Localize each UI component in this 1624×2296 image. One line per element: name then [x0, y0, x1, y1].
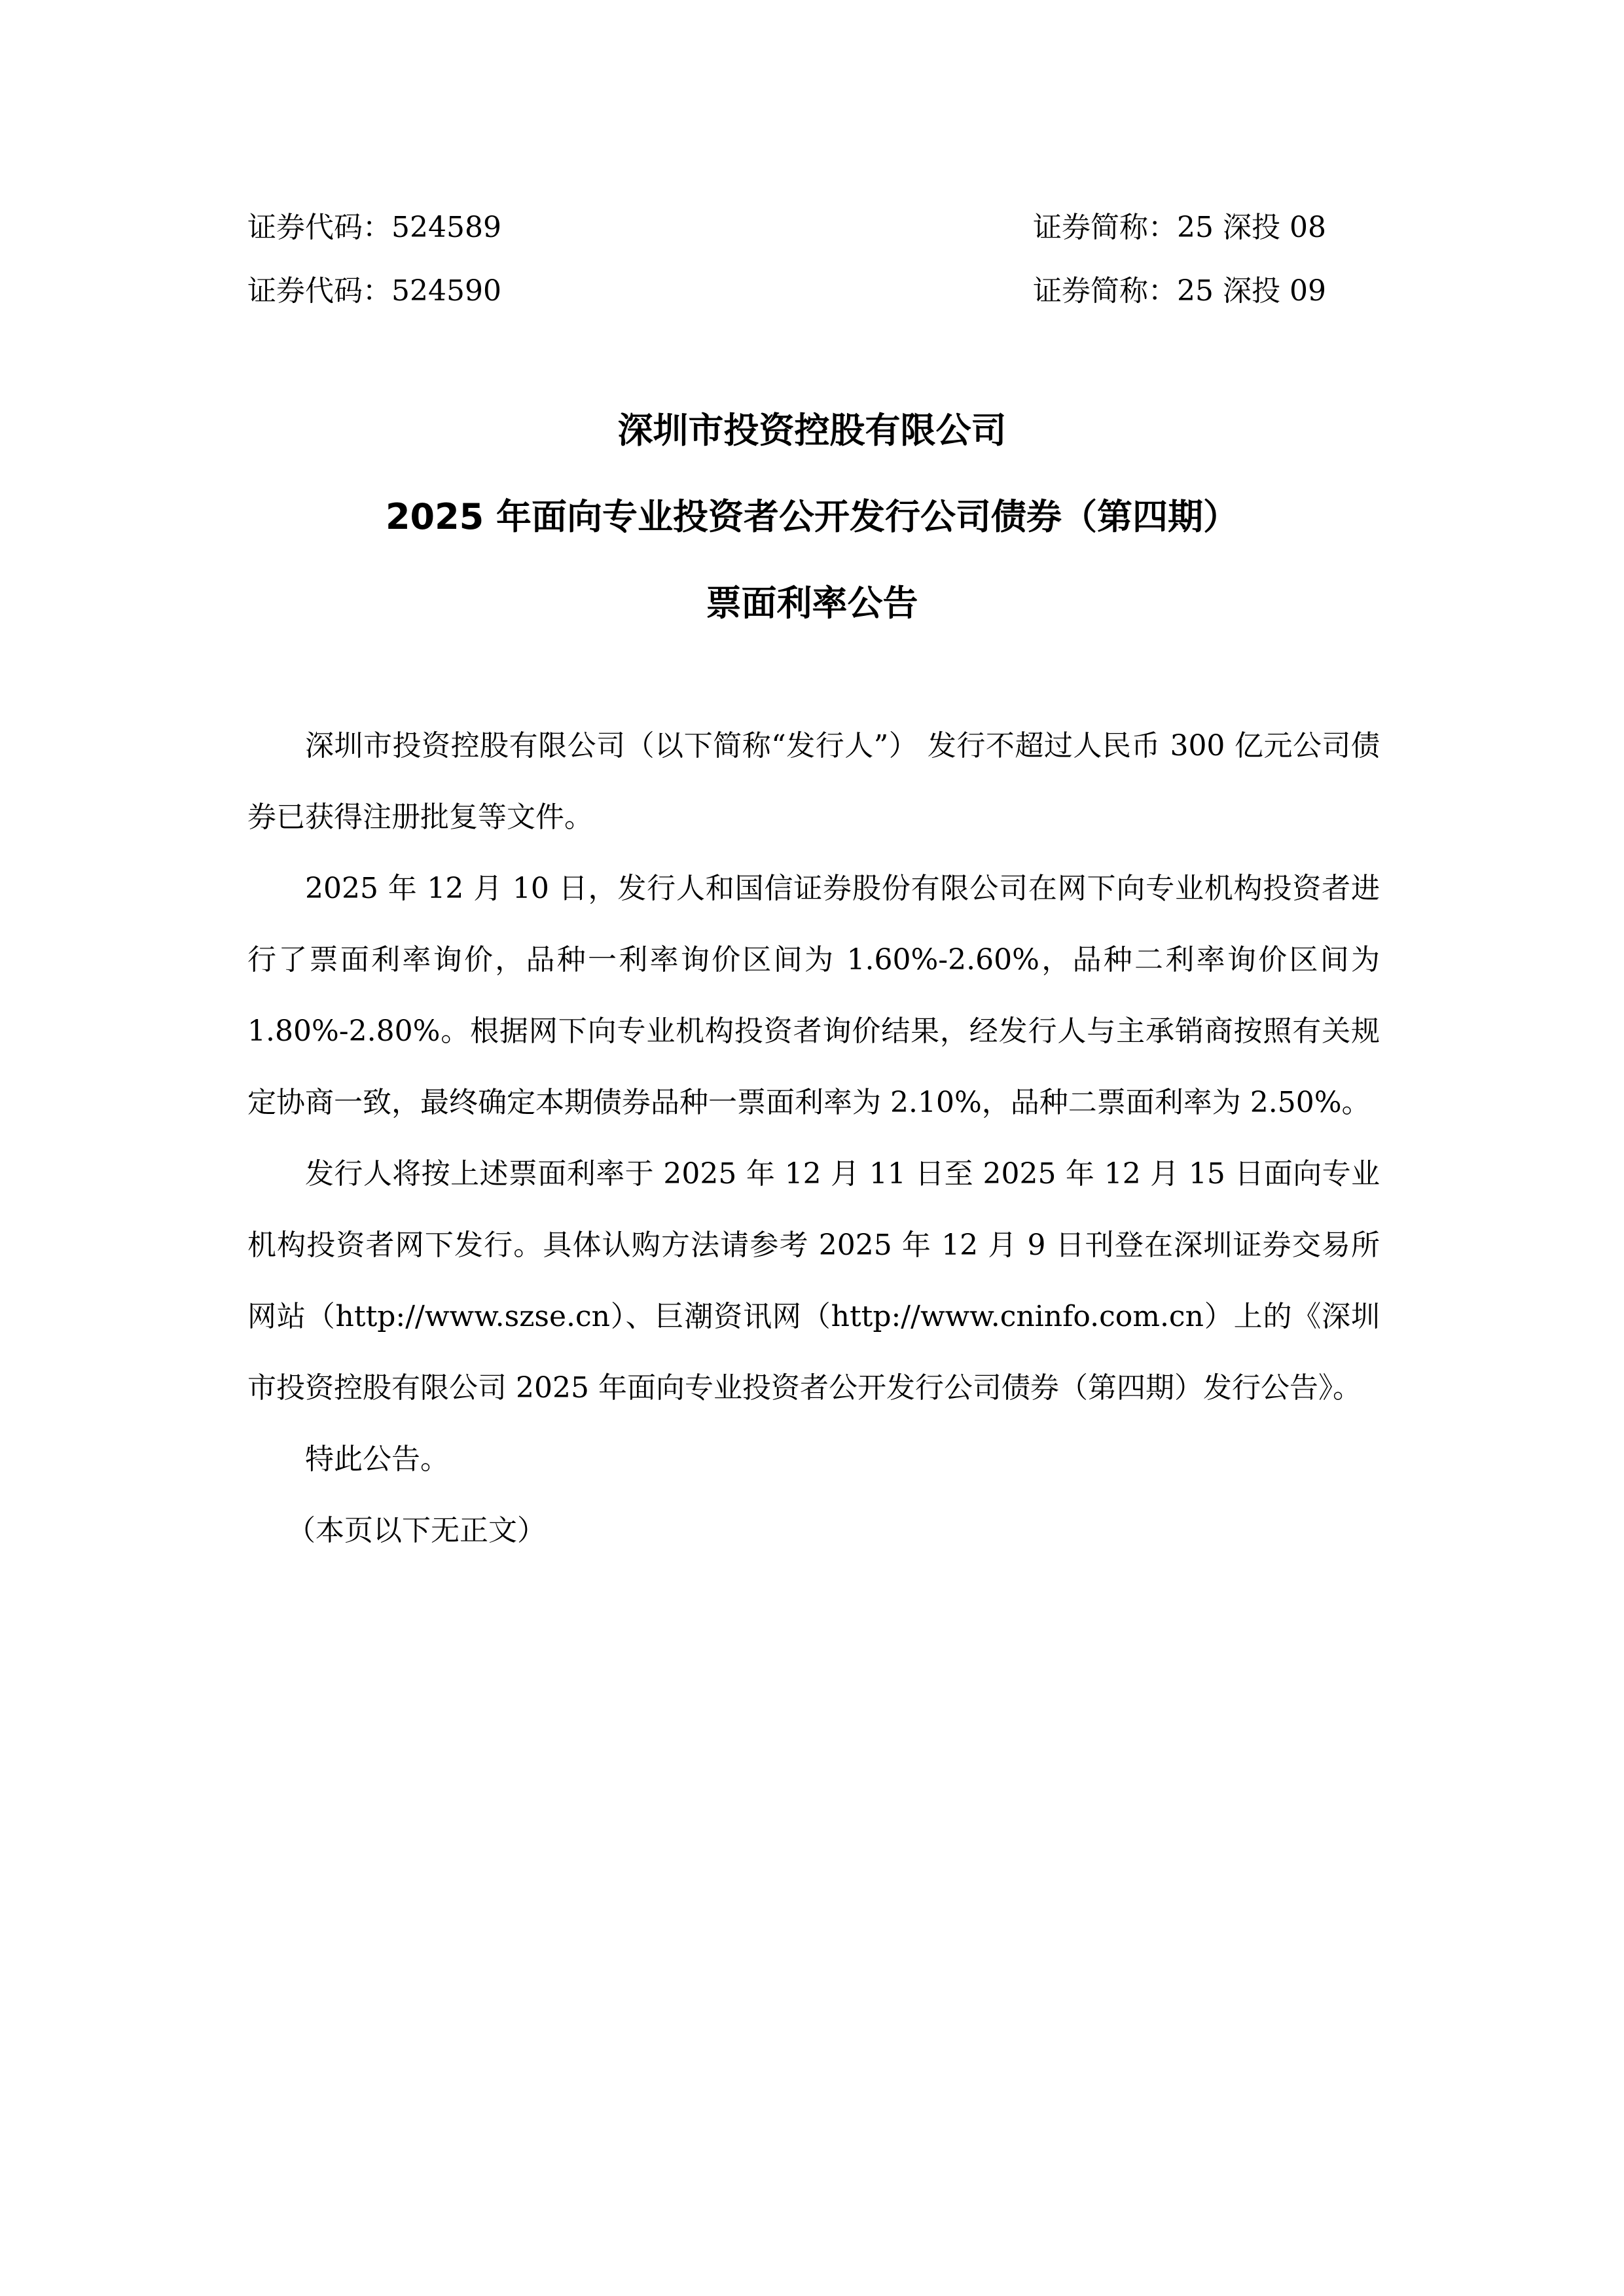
- security-abbr-1: 证券简称：25 深投 08: [1033, 211, 1326, 244]
- paragraph-pricing: 2025 年 12 月 10 日，发行人和国信证券股份有限公司在网下向专业机构投资者进行了票面利率询价，品种一利率询价区间为 1.60%-2.60%，品种二利率询价区间为 1.80%-2.80%。根据网下向专业机构投资者询价结果，经发行人与主承销商按照有关规定协商一致，最终确定本期债券品种一票面利率为 2.10%，品种二票面利率为 2.50%。: [247, 872, 1380, 1119]
- security-info-row-1: [247, 208, 1380, 247]
- announcement-body: [247, 710, 1380, 1566]
- title-announcement: 票面利率公告: [706, 583, 918, 624]
- end-of-text-note: （本页以下无正文）: [287, 1514, 546, 1547]
- security-info-row-2: [247, 272, 1380, 311]
- security-code-2: 证券代码：524590: [247, 274, 501, 308]
- security-abbr-2: 证券简称：25 深投 09: [1033, 274, 1326, 308]
- closing-statement: 特此公告。: [305, 1443, 449, 1476]
- title-bond-name: 2025 年面向专业投资者公开发行公司债券（第四期）: [385, 496, 1239, 537]
- title-company: 深圳市投资控股有限公司: [617, 410, 1007, 451]
- paragraph-registration: 深圳市投资控股有限公司（以下简称“发行人”） 发行不超过人民币 300 亿元公司债券已获得注册批复等文件。: [247, 729, 1380, 834]
- security-code-1: 证券代码：524589: [247, 211, 501, 244]
- paragraph-issuance: 发行人将按上述票面利率于 2025 年 12 月 11 日至 2025 年 12 月 15 日面向专业机构投资者网下发行。具体认购方法请参考 2025 年 12 月 9 日刊登在深圳证券交易所网站（http://www.szse.cn）、巨潮资讯网（http://www.cninfo.com.cn）上的《深圳市投资控股有限公司 2025 年面向专业投资者公开发行公司债券（第四期）发行公告》。: [247, 1157, 1380, 1405]
